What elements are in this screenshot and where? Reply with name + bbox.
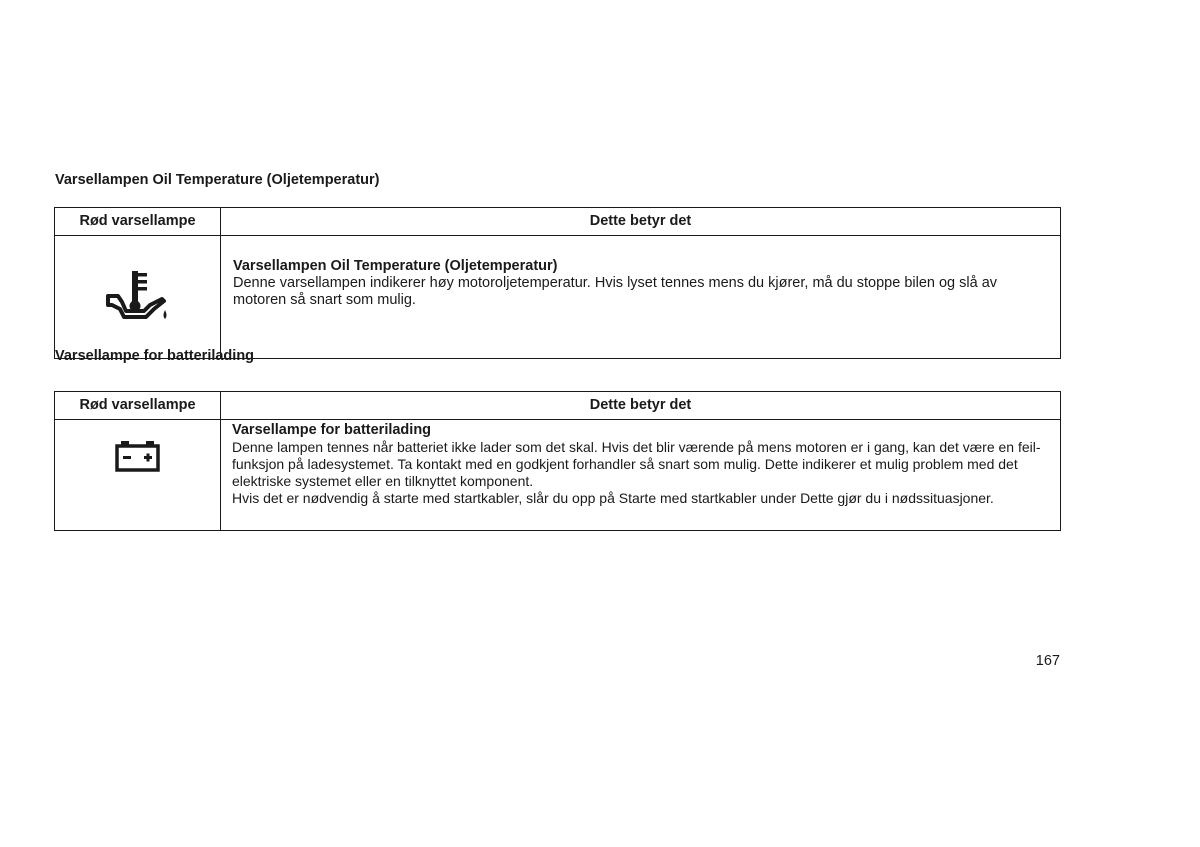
- description-cell: [221, 420, 1061, 531]
- description-line: Hvis det er nødvendig å starte med startkabler, slår du opp på Starte med startkabler under Dette gjør du i nødssituasjoner.: [232, 490, 994, 506]
- description-line: motoren så snart som mulig.: [233, 292, 416, 308]
- section-heading-oil-temperature: Varsellampen Oil Temperature (Oljetemperatur): [55, 172, 380, 188]
- section-heading-battery: Varsellampe for batterilading: [55, 348, 255, 364]
- description-cell: [221, 236, 1061, 359]
- oil-temperature-table: [54, 207, 1061, 359]
- column-header-meaning: Dette betyr det: [221, 392, 1061, 420]
- page-number: 167: [1035, 653, 1060, 669]
- description-line: Denne lampen tennes når batteriet ikke lader som det skal. Hvis det blir værende på mens motoren er i gang, kan det være en feil-: [232, 439, 1041, 455]
- oil-temperature-icon: [98, 265, 178, 329]
- column-header-warning-lamp: Rød varsellampe: [55, 208, 221, 236]
- description-line: elektriske systemet eller en tilknyttet komponent.: [232, 473, 534, 489]
- table-row: [55, 420, 1061, 531]
- table-header-row: [55, 392, 1061, 420]
- icon-cell: [55, 420, 221, 531]
- description-line: Denne varsellampen indikerer høy motoroljetemperatur. Hvis lyset tennes mens du kjører, må du stoppe bilen og slå av: [233, 275, 998, 291]
- battery-charge-table: [54, 391, 1061, 531]
- description-line: funksjon på ladesystemet. Ta kontakt med en godkjent forhandler så snart som mulig. Dette indikerer et mulig problem med det: [232, 456, 1018, 472]
- item-title: Varsellampen Oil Temperature (Oljetemperatur): [233, 258, 558, 274]
- table-header-row: [55, 208, 1061, 236]
- battery-icon: [113, 438, 163, 474]
- table-row: [55, 236, 1061, 359]
- icon-cell: [55, 236, 221, 359]
- column-header-meaning: Dette betyr det: [221, 208, 1061, 236]
- column-header-warning-lamp: Rød varsellampe: [55, 392, 221, 420]
- item-title: Varsellampe for batterilading: [232, 422, 432, 438]
